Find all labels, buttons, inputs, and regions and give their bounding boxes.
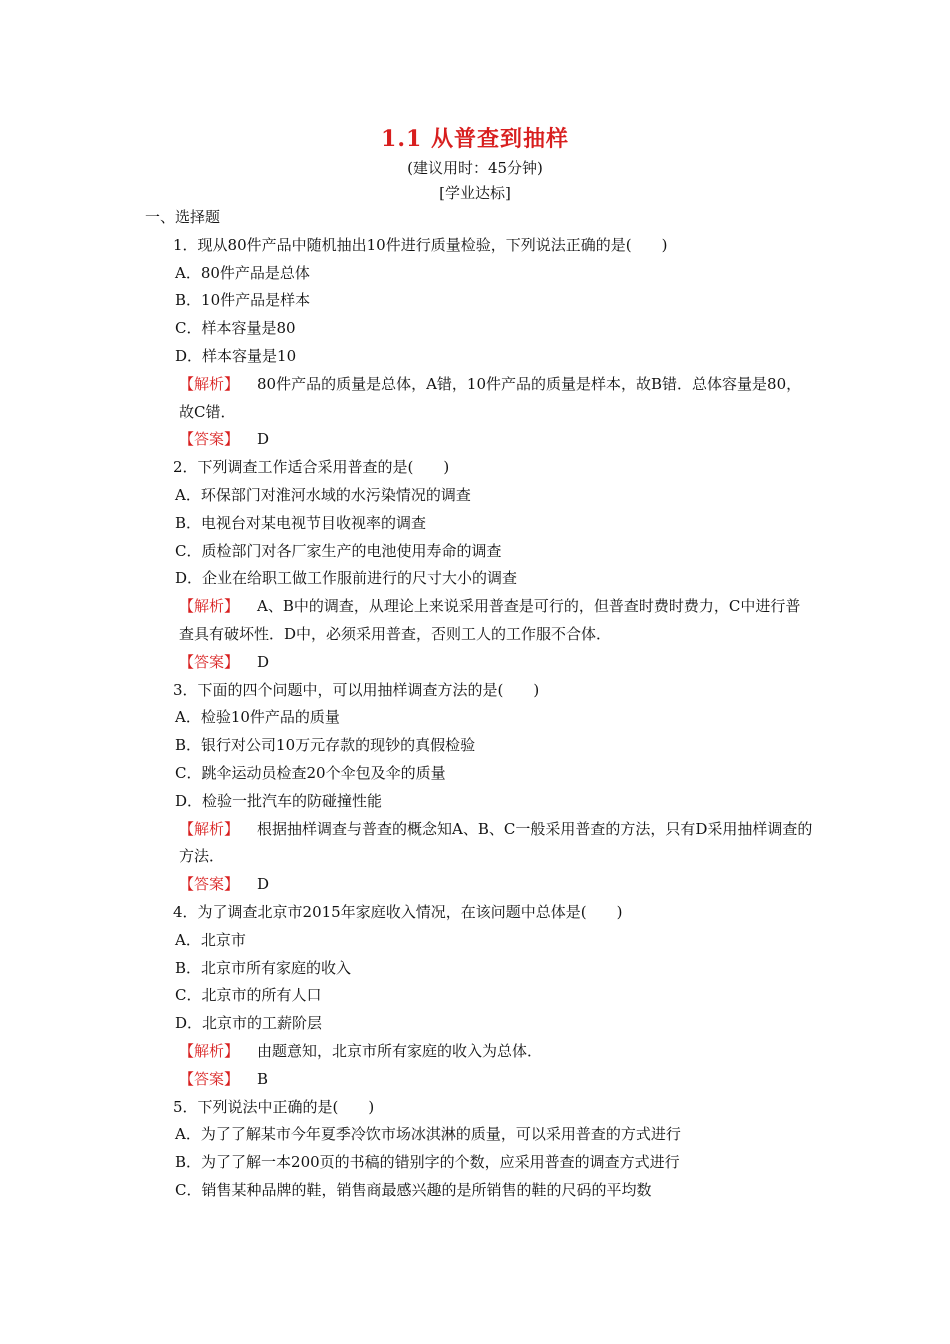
option: A．环保部门对淮河水域的水污染情况的调查 (175, 485, 471, 504)
question-stem: 5．下列说法中正确的是( ) (173, 1097, 375, 1116)
time-hint: (建议用时：45分钟) (407, 159, 543, 177)
answer-label: 【答案】 (179, 1069, 240, 1088)
option: A．检验10件产品的质量 (175, 708, 340, 727)
analysis-block (145, 371, 815, 427)
analysis-label: 【解析】 (179, 597, 240, 616)
answer-label: 【答案】 (179, 875, 240, 894)
option: A．北京市 (175, 930, 246, 949)
option: B．电视台对某电视节目收视率的调查 (175, 513, 427, 532)
option: A．为了了解某市今年夏季冷饮市场冰淇淋的质量，可以采用普查的方式进行 (175, 1125, 681, 1144)
option: D．北京市的工薪阶层 (175, 1014, 323, 1033)
analysis-label: 【解析】 (179, 374, 240, 393)
answer-block (145, 871, 815, 899)
analysis-label: 【解析】 (179, 1041, 240, 1060)
option: D．样本容量是10 (175, 346, 297, 365)
answer-label: 【答案】 (179, 430, 240, 449)
option: B．北京市所有家庭的收入 (175, 958, 352, 977)
option: C．质检部门对各厂家生产的电池使用寿命的调查 (175, 541, 502, 560)
answer-label: 【答案】 (179, 652, 240, 671)
answer-block (145, 426, 815, 454)
section-tag: [学业达标] (439, 184, 511, 202)
analysis-text: A、B中的调查，从理论上来说采用普查是可行的，但普查时费时费力，C中进行普查具有破坏性．D中，必须采用普查，否则工人的工作服不合体． (179, 597, 801, 643)
part-heading: 一、选择题 (145, 208, 221, 226)
analysis-text: 80件产品的质量是总体，A错，10件产品的质量是样本，故B错．总体容量是80，故C错． (179, 374, 802, 421)
answer-value: D (257, 652, 270, 671)
option: C．北京市的所有人口 (175, 986, 322, 1005)
option: B．为了了解一本200页的书稿的错别字的个数，应采用普查的调查方式进行 (175, 1153, 680, 1172)
question-stem: 1．现从80件产品中随机抽出10件进行质量检验，下列说法正确的是( ) (173, 235, 668, 254)
option: D．检验一批汽车的防碰撞性能 (175, 791, 383, 810)
option: C．跳伞运动员检查20个伞包及伞的质量 (175, 763, 446, 782)
answer-value: B (257, 1069, 269, 1088)
analysis-label: 【解析】 (179, 819, 240, 838)
option: C．样本容量是80 (175, 319, 296, 338)
analysis-block (145, 816, 815, 872)
option: B．银行对公司10万元存款的现钞的真假检验 (175, 736, 476, 755)
analysis-text: 根据抽样调查与普查的概念知A、B、C一般采用普查的方法，只有D采用抽样调查的方法． (179, 819, 813, 866)
analysis-block (145, 1038, 815, 1066)
option: A．80件产品是总体 (175, 263, 310, 282)
answer-block (145, 1066, 815, 1094)
question-stem: 2．下列调查工作适合采用普查的是( ) (173, 458, 450, 477)
answer-block (145, 649, 815, 677)
question-list (145, 204, 815, 1205)
option: C．销售某种品牌的鞋，销售商最感兴趣的是所销售的鞋的尺码的平均数 (175, 1180, 652, 1199)
analysis-block (145, 593, 815, 649)
option: D．企业在给职工做工作服前进行的尺寸大小的调查 (175, 569, 518, 588)
question-stem: 4．为了调查北京市2015年家庭收入情况，在该问题中总体是( ) (173, 902, 623, 921)
answer-value: D (257, 430, 270, 449)
option: B．10件产品是样本 (175, 291, 311, 310)
question-stem: 3．下面的四个问题中，可以用抽样调查方法的是( ) (173, 680, 540, 699)
analysis-text: 由题意知，北京市所有家庭的收入为总体． (257, 1041, 543, 1060)
answer-value: D (257, 875, 270, 894)
page-title: 1.1 从普查到抽样 (381, 126, 569, 152)
